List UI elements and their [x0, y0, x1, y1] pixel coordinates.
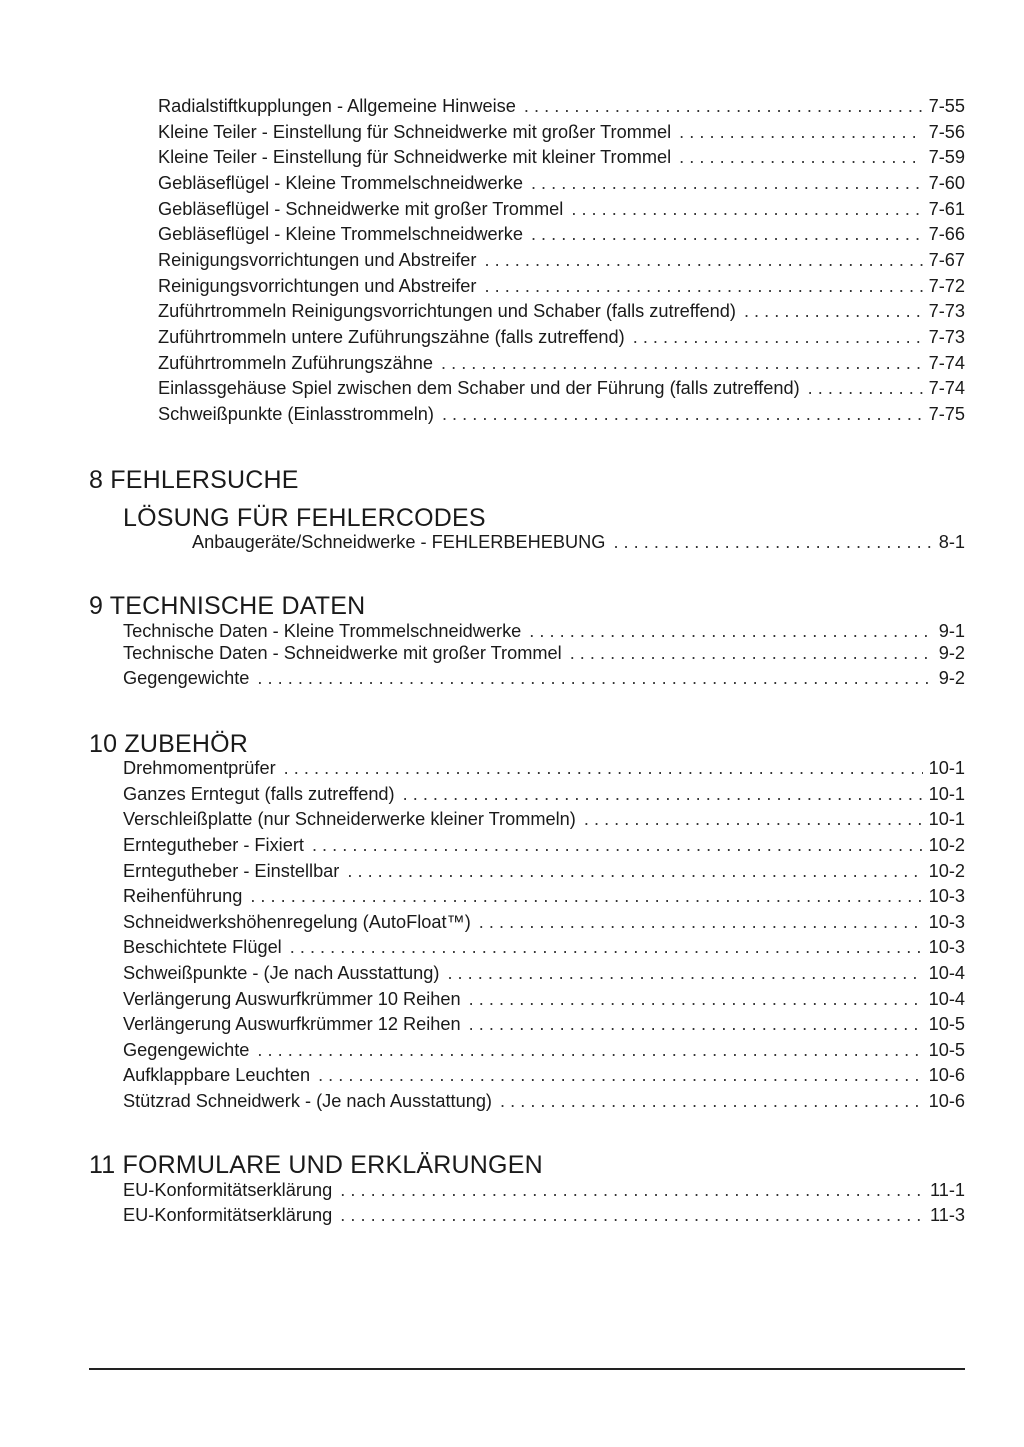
toc-entry-page: 7-75	[928, 404, 965, 424]
toc-entry-title: Ganzes Erntegut (falls zutreffend)	[123, 784, 395, 804]
toc-leader-dots	[479, 910, 923, 934]
toc-entry[interactable]	[158, 171, 965, 195]
toc-entry[interactable]	[123, 1089, 965, 1113]
toc-entry-title: Schneidwerkshöhenregelung (AutoFloat™)	[123, 912, 471, 932]
toc-entry-page: 10-1	[928, 809, 965, 829]
toc-leader-dots	[447, 961, 922, 985]
toc-entry-page: 10-2	[928, 861, 965, 881]
toc-leader-dots	[808, 376, 923, 400]
toc-entry[interactable]	[158, 94, 965, 118]
toc-leader-dots	[469, 1012, 923, 1036]
toc-entry-page: 7-61	[928, 199, 965, 219]
toc-entry[interactable]	[123, 859, 965, 883]
toc-leader-dots	[347, 859, 922, 883]
toc-entry-title: EU-Konformitätserklärung	[123, 1205, 333, 1225]
toc-entry-page: 10-5	[928, 1014, 965, 1034]
footer-divider	[89, 1368, 965, 1370]
toc-entry-page: 9-2	[938, 643, 965, 663]
toc-entry[interactable]	[158, 299, 965, 323]
toc-leader-dots	[633, 325, 923, 349]
toc-leader-dots	[524, 94, 923, 118]
toc-leader-dots	[679, 120, 922, 144]
toc-entry-title: Stützrad Schneidwerk - (Je nach Ausstattung)	[123, 1091, 492, 1111]
toc-entry-page: 10-5	[928, 1040, 965, 1060]
toc-entry[interactable]	[123, 987, 965, 1011]
toc-entry[interactable]	[158, 274, 965, 298]
toc-entry[interactable]	[158, 325, 965, 349]
toc-entry-page: 10-3	[928, 937, 965, 957]
toc-entry[interactable]	[158, 120, 965, 144]
toc-entry-title: Technische Daten - Kleine Trommelschneidwerke	[123, 621, 522, 641]
toc-entry-title: Gebläseflügel - Schneidwerke mit großer Trommel	[158, 199, 564, 219]
toc-entry-title: Gegengewichte	[123, 1040, 250, 1060]
chapter-heading-8: 8 FEHLERSUCHE	[89, 466, 299, 494]
toc-leader-dots	[584, 807, 923, 831]
toc-entry-page: 7-60	[928, 173, 965, 193]
toc-entry[interactable]	[123, 782, 965, 806]
toc-entry-page: 7-73	[928, 301, 965, 321]
chapter-heading-10: 10 ZUBEHÖR	[89, 730, 248, 758]
toc-leader-dots	[679, 145, 922, 169]
toc-leader-dots	[500, 1089, 923, 1113]
toc-entry[interactable]	[192, 530, 965, 554]
toc-entry-page: 7-74	[928, 378, 965, 398]
toc-entry-page: 7-73	[928, 327, 965, 347]
toc-entry-title: Erntegutheber - Fixiert	[123, 835, 304, 855]
toc-entry[interactable]	[158, 351, 965, 375]
toc-entry-page: 7-59	[928, 147, 965, 167]
toc-entry-page: 9-1	[938, 621, 965, 641]
toc-entry[interactable]	[123, 756, 965, 780]
toc-entry[interactable]	[158, 248, 965, 272]
toc-leader-dots	[529, 619, 932, 643]
toc-entry-title: EU-Konformitätserklärung	[123, 1180, 333, 1200]
toc-entry-title: Schweißpunkte (Einlasstrommeln)	[158, 404, 434, 424]
toc-entry-title: Radialstiftkupplungen - Allgemeine Hinweise	[158, 96, 516, 116]
toc-entry[interactable]	[123, 641, 965, 665]
toc-leader-dots	[531, 222, 923, 246]
toc-entry[interactable]	[123, 666, 965, 690]
toc-entry-page: 11-3	[929, 1205, 965, 1225]
toc-entry[interactable]	[123, 1203, 965, 1227]
toc-entry[interactable]	[123, 807, 965, 831]
toc-entry[interactable]	[123, 884, 965, 908]
toc-entry-page: 10-4	[928, 963, 965, 983]
toc-leader-dots	[484, 248, 922, 272]
toc-leader-dots	[570, 641, 933, 665]
toc-entry-page: 10-3	[928, 912, 965, 932]
toc-entry[interactable]	[123, 935, 965, 959]
toc-entry-title: Kleine Teiler - Einstellung für Schneidwerke mit kleiner Trommel	[158, 147, 672, 167]
toc-leader-dots	[744, 299, 923, 323]
toc-entry[interactable]	[123, 1178, 965, 1202]
toc-entry[interactable]	[123, 961, 965, 985]
toc-entry-title: Anbaugeräte/Schneidwerke - FEHLERBEHEBUNG	[192, 532, 606, 552]
toc-entry[interactable]	[158, 376, 965, 400]
chapter-heading-9: 9 TECHNISCHE DATEN	[89, 592, 366, 620]
toc-entry[interactable]	[123, 619, 965, 643]
toc-entry-title: Drehmomentprüfer	[123, 758, 276, 778]
toc-leader-dots	[531, 171, 923, 195]
toc-leader-dots	[340, 1203, 924, 1227]
toc-entry-title: Verschleißplatte (nur Schneiderwerke kleiner Trommeln)	[123, 809, 576, 829]
toc-entry-page: 8-1	[938, 532, 965, 552]
toc-entry-title: Gegengewichte	[123, 668, 250, 688]
toc-entry[interactable]	[123, 833, 965, 857]
toc-leader-dots	[403, 782, 923, 806]
toc-entry-page: 7-55	[928, 96, 965, 116]
toc-leader-dots	[250, 884, 922, 908]
toc-entry-page: 7-74	[928, 353, 965, 373]
toc-entry-title: Reihenführung	[123, 886, 243, 906]
toc-entry-title: Verlängerung Auswurfkrümmer 10 Reihen	[123, 989, 461, 1009]
toc-entry-page: 10-1	[928, 784, 965, 804]
toc-leader-dots	[312, 833, 923, 857]
toc-entry-title: Aufklappbare Leuchten	[123, 1065, 311, 1085]
toc-leader-dots	[484, 274, 922, 298]
toc-leader-dots	[257, 1038, 922, 1062]
toc-entry-page: 7-67	[928, 250, 965, 270]
toc-leader-dots	[441, 351, 923, 375]
toc-entry-page: 11-1	[929, 1180, 965, 1200]
toc-entry[interactable]	[158, 197, 965, 221]
toc-entry-title: Kleine Teiler - Einstellung für Schneidwerke mit großer Trommel	[158, 122, 672, 142]
toc-leader-dots	[290, 935, 923, 959]
toc-entry-page: 10-6	[928, 1091, 965, 1111]
toc-entry-title: Erntegutheber - Einstellbar	[123, 861, 340, 881]
toc-entry-title: Technische Daten - Schneidwerke mit großer Trommel	[123, 643, 562, 663]
toc-entry-page: 9-2	[938, 668, 965, 688]
toc-entry[interactable]	[123, 1063, 965, 1087]
toc-entry-title: Verlängerung Auswurfkrümmer 12 Reihen	[123, 1014, 461, 1034]
section-heading-fehlercodes: LÖSUNG FÜR FEHLERCODES	[123, 504, 486, 532]
chapter-heading-11: 11 FORMULARE UND ERKLÄRUNGEN	[89, 1151, 543, 1179]
toc-entry-page: 10-3	[928, 886, 965, 906]
toc-entry[interactable]	[158, 222, 965, 246]
toc-entry-title: Zuführtrommeln Zuführungszähne	[158, 353, 433, 373]
toc-leader-dots	[442, 402, 923, 426]
toc-entry-page: 10-2	[928, 835, 965, 855]
toc-entry[interactable]	[123, 910, 965, 934]
toc-leader-dots	[284, 756, 923, 780]
toc-entry-title: Zuführtrommeln Reinigungsvorrichtungen und Schaber (falls zutreffend)	[158, 301, 736, 321]
toc-leader-dots	[340, 1178, 924, 1202]
toc-entry-page: 7-66	[928, 224, 965, 244]
toc-leader-dots	[613, 530, 932, 554]
toc-entry-title: Gebläseflügel - Kleine Trommelschneidwerke	[158, 224, 523, 244]
toc-leader-dots	[469, 987, 923, 1011]
toc-entry[interactable]	[123, 1012, 965, 1036]
toc-entry-title: Einlassgehäuse Spiel zwischen dem Schaber und der Führung (falls zutreffend)	[158, 378, 800, 398]
toc-entry-page: 10-1	[928, 758, 965, 778]
toc-entry[interactable]	[158, 402, 965, 426]
toc-leader-dots	[571, 197, 922, 221]
toc-entry[interactable]	[158, 145, 965, 169]
toc-entry-title: Reinigungsvorrichtungen und Abstreifer	[158, 276, 477, 296]
toc-entry[interactable]	[123, 1038, 965, 1062]
toc-leader-dots	[257, 666, 932, 690]
toc-entry-title: Gebläseflügel - Kleine Trommelschneidwerke	[158, 173, 523, 193]
toc-entry-title: Reinigungsvorrichtungen und Abstreifer	[158, 250, 477, 270]
toc-entry-page: 10-4	[928, 989, 965, 1009]
toc-entry-title: Beschichtete Flügel	[123, 937, 282, 957]
toc-entry-title: Schweißpunkte - (Je nach Ausstattung)	[123, 963, 440, 983]
toc-entry-page: 10-6	[928, 1065, 965, 1085]
toc-leader-dots	[318, 1063, 923, 1087]
toc-entry-title: Zuführtrommeln untere Zuführungszähne (falls zutreffend)	[158, 327, 625, 347]
toc-entry-page: 7-72	[928, 276, 965, 296]
toc-entry-page: 7-56	[928, 122, 965, 142]
